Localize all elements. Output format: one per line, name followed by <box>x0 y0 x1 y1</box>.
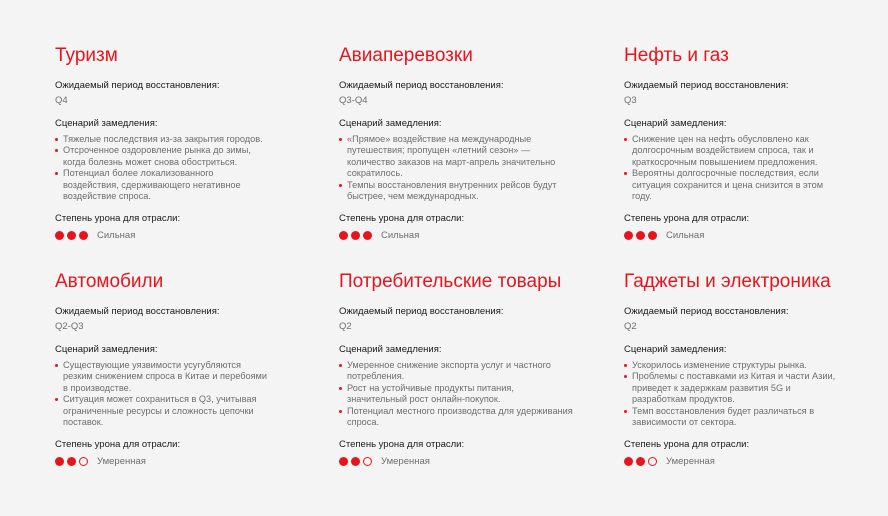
scenario-bullet: Рост на устойчивые продукты питания, значительный рост онлайн-покупок. <box>339 383 574 406</box>
damage-rating <box>339 456 589 467</box>
damage-label: Степень урона для отрасли: <box>624 213 750 225</box>
severity-dot-icon <box>55 231 64 240</box>
industry-title: Туризм <box>55 45 118 66</box>
scenario-list <box>55 360 270 428</box>
scenario-list <box>339 360 574 428</box>
scenario-label: Сценарий замедления: <box>339 344 442 355</box>
damage-rating <box>55 230 305 241</box>
severity-dot-icon <box>55 457 64 466</box>
industry-title: Автомобили <box>55 271 164 292</box>
severity-dot-icon <box>648 457 657 466</box>
scenario-label: Сценарий замедления: <box>55 118 158 129</box>
scenario-label: Сценарий замедления: <box>55 344 158 355</box>
damage-label: Степень урона для отрасли: <box>624 439 750 451</box>
recovery-value: Q3-Q4 <box>339 95 368 106</box>
scenario-bullet: Ускорилось изменение структуры рынка. <box>624 360 844 371</box>
industry-title: Гаджеты и электроника <box>624 271 831 292</box>
scenario-bullet: Умеренное снижение экспорта услуг и частного потребления. <box>339 360 574 383</box>
scenario-bullet: Снижение цен на нефть обусловлено как долгосрочным воздействием спроса, так и краткосрочным повышением предложения. <box>624 134 839 168</box>
recovery-value: Q2-Q3 <box>55 321 84 332</box>
scenario-bullet: Проблемы с поставками из Китая и части Азии, приведет к задержкам развития 5G и разработкам продуктов. <box>624 371 844 405</box>
recovery-value: Q3 <box>624 95 637 106</box>
industry-title: Нефть и газ <box>624 45 729 66</box>
industry-card <box>624 271 874 467</box>
scenario-label: Сценарий замедления: <box>339 118 442 129</box>
recovery-label: Ожидаемый период восстановления: <box>624 306 789 317</box>
recovery-label: Ожидаемый период восстановления: <box>339 80 504 91</box>
severity-dot-icon <box>67 457 76 466</box>
severity-dot-icon <box>363 231 372 240</box>
recovery-label: Ожидаемый период восстановления: <box>624 80 789 91</box>
recovery-value: Q4 <box>55 95 68 106</box>
damage-text: Умеренная <box>97 456 146 468</box>
scenario-bullet: Потенциал более локализованного воздействия, сдерживающего негативное воздействие спроса. <box>55 168 265 202</box>
scenario-bullet: Существующие уязвимости усугубляются резким снижением спроса в Китае и перебоями в производстве. <box>55 360 270 394</box>
industry-card <box>55 271 305 467</box>
severity-dot-icon <box>636 231 645 240</box>
recovery-label: Ожидаемый период восстановления: <box>55 80 220 91</box>
severity-dot-icon <box>339 231 348 240</box>
industry-card <box>55 45 305 241</box>
recovery-value: Q2 <box>624 321 637 332</box>
scenario-label: Сценарий замедления: <box>624 118 727 129</box>
severity-dot-icon <box>636 457 645 466</box>
damage-text: Сильная <box>381 230 420 242</box>
damage-label: Степень урона для отрасли: <box>339 439 465 451</box>
damage-rating <box>624 456 874 467</box>
damage-rating <box>339 230 589 241</box>
damage-rating <box>624 230 874 241</box>
severity-dot-icon <box>363 457 372 466</box>
scenario-list <box>624 134 839 202</box>
scenario-list <box>624 360 844 428</box>
severity-dot-icon <box>79 231 88 240</box>
severity-dot-icon <box>339 457 348 466</box>
scenario-bullet: Отсроченное оздоровление рынка до зимы, когда болезнь может снова обостриться. <box>55 145 265 168</box>
severity-dot-icon <box>624 457 633 466</box>
scenario-bullet: Вероятны долгосрочные последствия, если ситуация сохранится и цена снизится в этом году. <box>624 168 839 202</box>
damage-label: Степень урона для отрасли: <box>339 213 465 225</box>
damage-text: Умеренная <box>381 456 430 468</box>
severity-dot-icon <box>351 457 360 466</box>
damage-rating <box>55 456 305 467</box>
recovery-label: Ожидаемый период восстановления: <box>339 306 504 317</box>
damage-text: Сильная <box>97 230 136 242</box>
industry-card <box>624 45 874 241</box>
scenario-label: Сценарий замедления: <box>624 344 727 355</box>
industry-card <box>339 45 589 241</box>
scenario-list <box>55 134 265 202</box>
industry-card <box>339 271 589 467</box>
severity-dot-icon <box>67 231 76 240</box>
severity-dot-icon <box>624 231 633 240</box>
scenario-bullet: Темпы восстановления внутренних рейсов будут быстрее, чем международных. <box>339 180 574 203</box>
scenario-bullet: Тяжелые последствия из-за закрытия городов. <box>55 134 265 145</box>
scenario-bullet: Ситуация может сохраниться в Q3, учитывая ограниченные ресурсы и сложность цепочки поставок. <box>55 394 270 428</box>
scenario-bullet: Потенциал местного производства для удерживания спроса. <box>339 406 574 429</box>
industry-title: Потребительские товары <box>339 271 562 292</box>
damage-label: Степень урона для отрасли: <box>55 439 181 451</box>
scenario-list <box>339 134 574 202</box>
scenario-bullet: Темп восстановления будет различаться в зависимости от сектора. <box>624 406 844 429</box>
recovery-value: Q2 <box>339 321 352 332</box>
scenario-bullet: «Прямое» воздействие на международные путешествия; пропущен «летний сезон» — количество заказов на март-апрель значительно сократилось. <box>339 134 574 180</box>
industry-title: Авиаперевозки <box>339 45 473 66</box>
damage-text: Сильная <box>666 230 705 242</box>
severity-dot-icon <box>351 231 360 240</box>
recovery-label: Ожидаемый период восстановления: <box>55 306 220 317</box>
severity-dot-icon <box>79 457 88 466</box>
severity-dot-icon <box>648 231 657 240</box>
damage-text: Умеренная <box>666 456 715 468</box>
damage-label: Степень урона для отрасли: <box>55 213 181 225</box>
